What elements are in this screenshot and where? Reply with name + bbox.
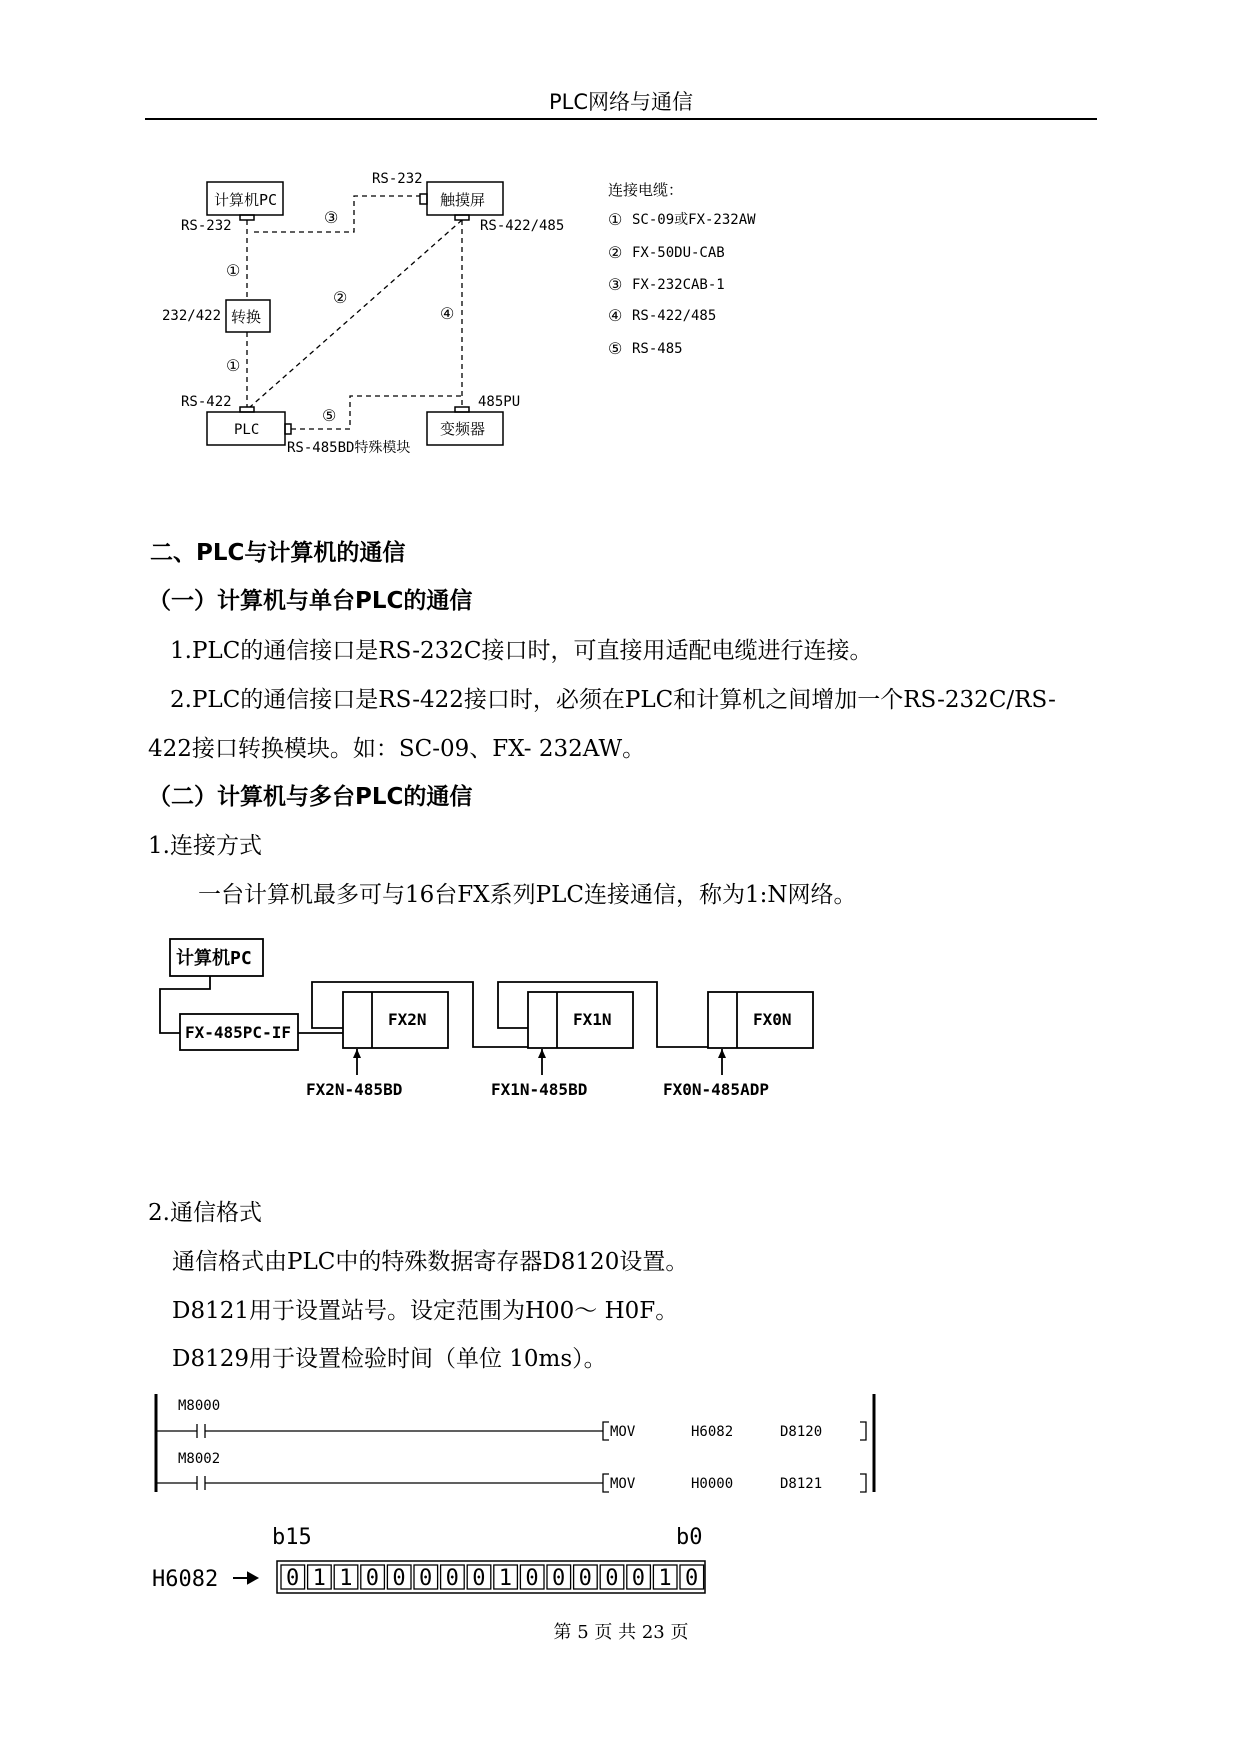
legend-text: FX-50DU-CAB	[632, 245, 725, 261]
port-485pu: 485PU	[478, 394, 521, 410]
bit-register	[0, 1520, 1241, 1595]
port-485bd: RS-485BD特殊模块	[287, 440, 411, 456]
touch-label: 触摸屏	[440, 191, 486, 209]
legend-mark: ③	[608, 275, 623, 294]
bit-value: 0	[605, 1566, 619, 1591]
paragraph-1: 1.PLC的通信接口是RS-232C接口时，可直接用适配电缆进行连接。	[170, 638, 873, 664]
subsection-heading-1: （一）计算机与单台PLC的通信	[148, 588, 473, 614]
bit-value: 0	[631, 1566, 646, 1591]
mark-2: ②	[333, 288, 348, 307]
paragraph-3: 一台计算机最多可与16台FX系列PLC连接通信，称为1:N网络。	[198, 882, 857, 908]
bit-value: 0	[472, 1566, 486, 1591]
plc-label: PLC	[234, 422, 260, 438]
item-1: 1.连接方式	[148, 833, 262, 859]
port-rs232-pc: RS-232	[181, 218, 232, 234]
computer-label: 计算机PC	[176, 948, 252, 969]
module-label-fx0n: FX0N-485ADP	[663, 1080, 769, 1099]
port-rs422-touch: RS-422/485	[480, 218, 565, 234]
bit-value: 0	[392, 1566, 406, 1591]
bit-value: 0	[685, 1566, 699, 1591]
section-heading: 二、PLC与计算机的通信	[150, 540, 406, 566]
bit-value: 0	[286, 1566, 300, 1591]
bit-value: 0	[419, 1566, 433, 1591]
legend-text: SC-09或FX-232AW	[632, 212, 756, 228]
port-232-422: 232/422	[162, 308, 222, 324]
ladder-diagram	[0, 1390, 1241, 1500]
legend-mark: ⑤	[608, 339, 623, 358]
mark-5: ⑤	[322, 406, 337, 425]
paragraph-2b: 422接口转换模块。如：SC-09、FX- 232AW。	[148, 736, 646, 762]
source-operand: H6082	[691, 1424, 734, 1440]
paragraph-2a: 2.PLC的通信接口是RS-422接口时，必须在PLC和计算机之间增加一个RS-232C/RS-	[170, 687, 1056, 713]
inverter-label: 变频器	[440, 420, 486, 438]
converter-label: 转换	[231, 308, 262, 326]
bit-lo-label: b0	[676, 1525, 703, 1550]
bit-value: 0	[578, 1566, 592, 1591]
item-2: 2.通信格式	[148, 1200, 262, 1226]
legend-mark: ①	[608, 210, 623, 229]
paragraph-6: D8129用于设置检验时间（单位 10ms）。	[172, 1346, 607, 1372]
interface-label: FX-485PC-IF	[185, 1023, 291, 1042]
network-diagram	[0, 925, 1241, 1135]
dest-operand: D8120	[780, 1424, 823, 1440]
register-label: H6082	[152, 1567, 219, 1592]
dest-operand: D8121	[780, 1476, 823, 1492]
plc-fx1n-label: FX1N	[573, 1010, 612, 1029]
module-label-fx2n: FX2N-485BD	[306, 1080, 403, 1099]
legend-mark: ④	[608, 306, 623, 325]
legend-title: 连接电缆：	[608, 181, 684, 199]
module-label-fx1n: FX1N-485BD	[491, 1080, 588, 1099]
legend-text: FX-232CAB-1	[632, 277, 725, 293]
mark-4: ④	[440, 304, 455, 323]
contact-label: M8000	[178, 1398, 221, 1414]
plc-fx0n-label: FX0N	[753, 1010, 792, 1029]
legend-text: RS-422/485	[632, 308, 717, 324]
contact-label: M8002	[178, 1451, 221, 1467]
bit-value: 0	[365, 1566, 380, 1591]
port-rs422-plc: RS-422	[181, 394, 232, 410]
page-footer: 第 5 页 共 23 页	[553, 1622, 689, 1643]
subsection-heading-2: （二）计算机与多台PLC的通信	[148, 784, 473, 810]
plc-fx2n-label: FX2N	[388, 1010, 427, 1029]
bit-value: 0	[525, 1566, 539, 1591]
computer-label: 计算机PC	[214, 191, 278, 209]
paragraph-4: 通信格式由PLC中的特殊数据寄存器D8120设置。	[172, 1249, 689, 1275]
legend-mark: ②	[608, 243, 623, 262]
mark-1a: ①	[226, 261, 241, 280]
mark-1b: ①	[226, 356, 241, 375]
paragraph-5: D8121用于设置站号。设定范围为H00～ H0F。	[172, 1298, 679, 1324]
mark-3: ③	[324, 208, 339, 227]
bit-value: 1	[312, 1566, 326, 1591]
bit-value: 0	[445, 1566, 459, 1591]
bit-value: 1	[498, 1566, 513, 1591]
instruction: MOV	[610, 1424, 636, 1440]
bit-hi-label: b15	[272, 1525, 312, 1550]
bit-value: 1	[658, 1566, 672, 1591]
page-header: PLC网络与通信	[548, 90, 694, 114]
bit-value: 0	[552, 1566, 566, 1591]
port-rs232-top: RS-232	[372, 171, 423, 187]
connection-diagram	[0, 0, 1241, 470]
bit-value: 1	[339, 1566, 353, 1591]
legend-text: RS-485	[632, 341, 683, 357]
instruction: MOV	[610, 1476, 636, 1492]
source-operand: H0000	[691, 1476, 734, 1492]
